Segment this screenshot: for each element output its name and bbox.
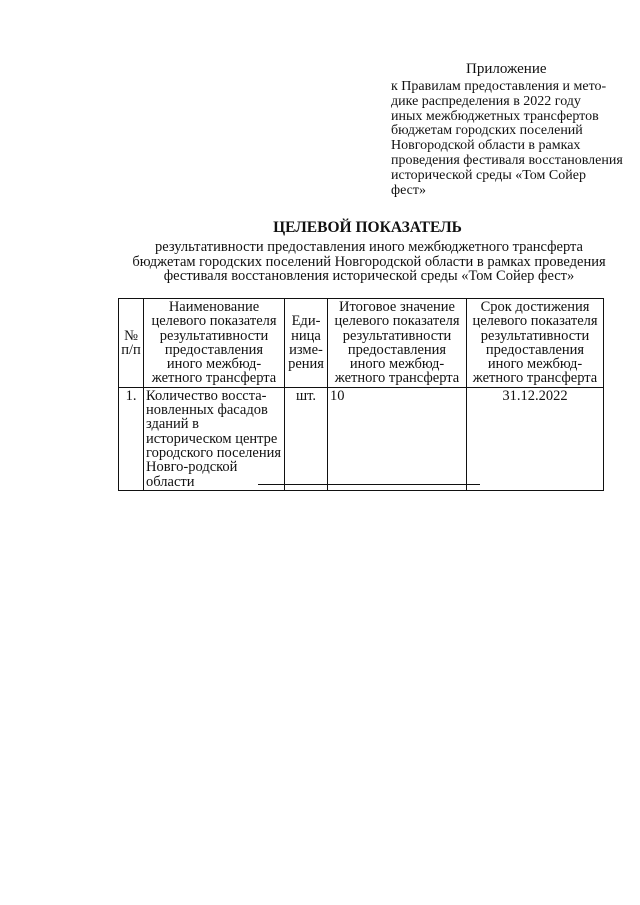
document-subtitle (108, 240, 630, 284)
cell-num: 1. (119, 387, 144, 490)
document-title: ЦЕЛЕВОЙ ПОКАЗАТЕЛЬ (273, 219, 462, 236)
header-unit: Еди-ница изме-рения (285, 299, 328, 388)
appendix-text (391, 80, 631, 198)
cell-unit: шт. (285, 387, 328, 490)
header-deadline: Срок достижения целевого показателя результативности предоставления иного межбюд-жетного трансферта (467, 299, 604, 388)
header-name: Наименование целевого показателя результативности предоставления иного межбюд-жетного трансферта (144, 299, 285, 388)
appendix-line: Новгородской области в рамках (391, 138, 581, 154)
cell-name: Количество восста-новленных фасадов зданий в историческом центре городского поселения Новго-родской области (144, 387, 285, 490)
appendix-line: иных межбюджетных трансфертов (391, 108, 599, 124)
appendix-title: Приложение (466, 61, 547, 77)
header-num: № п/п (119, 299, 144, 388)
header-value: Итоговое значение целевого показателя результативности предоставления иного межбюд-жетного трансферта (328, 299, 467, 388)
cell-deadline: 31.12.2022 (467, 387, 604, 490)
appendix-line: к Правилам предоставления и мето- (391, 79, 607, 94)
appendix-line: дике распределения в 2022 году (391, 93, 581, 109)
closing-rule (258, 484, 480, 485)
indicator-table (118, 298, 604, 491)
appendix-line: фест» (391, 182, 426, 198)
appendix-line: проведения фестиваля восстановления (391, 152, 623, 168)
subtitle-line: фестиваля восстановления исторической среды «Том Сойер фест» (163, 268, 575, 285)
appendix-line: бюджетам городских поселений (391, 123, 583, 139)
table-header-row (119, 299, 604, 388)
table-row (119, 387, 604, 490)
subtitle-line: бюджетам городских поселений Новгородской области в рамках проведения (132, 253, 606, 270)
subtitle-line: результативности предоставления иного межбюджетного трансферта (154, 239, 583, 255)
appendix-line: исторической среды «Том Сойер (391, 167, 586, 183)
cell-value: 10 (328, 387, 467, 490)
